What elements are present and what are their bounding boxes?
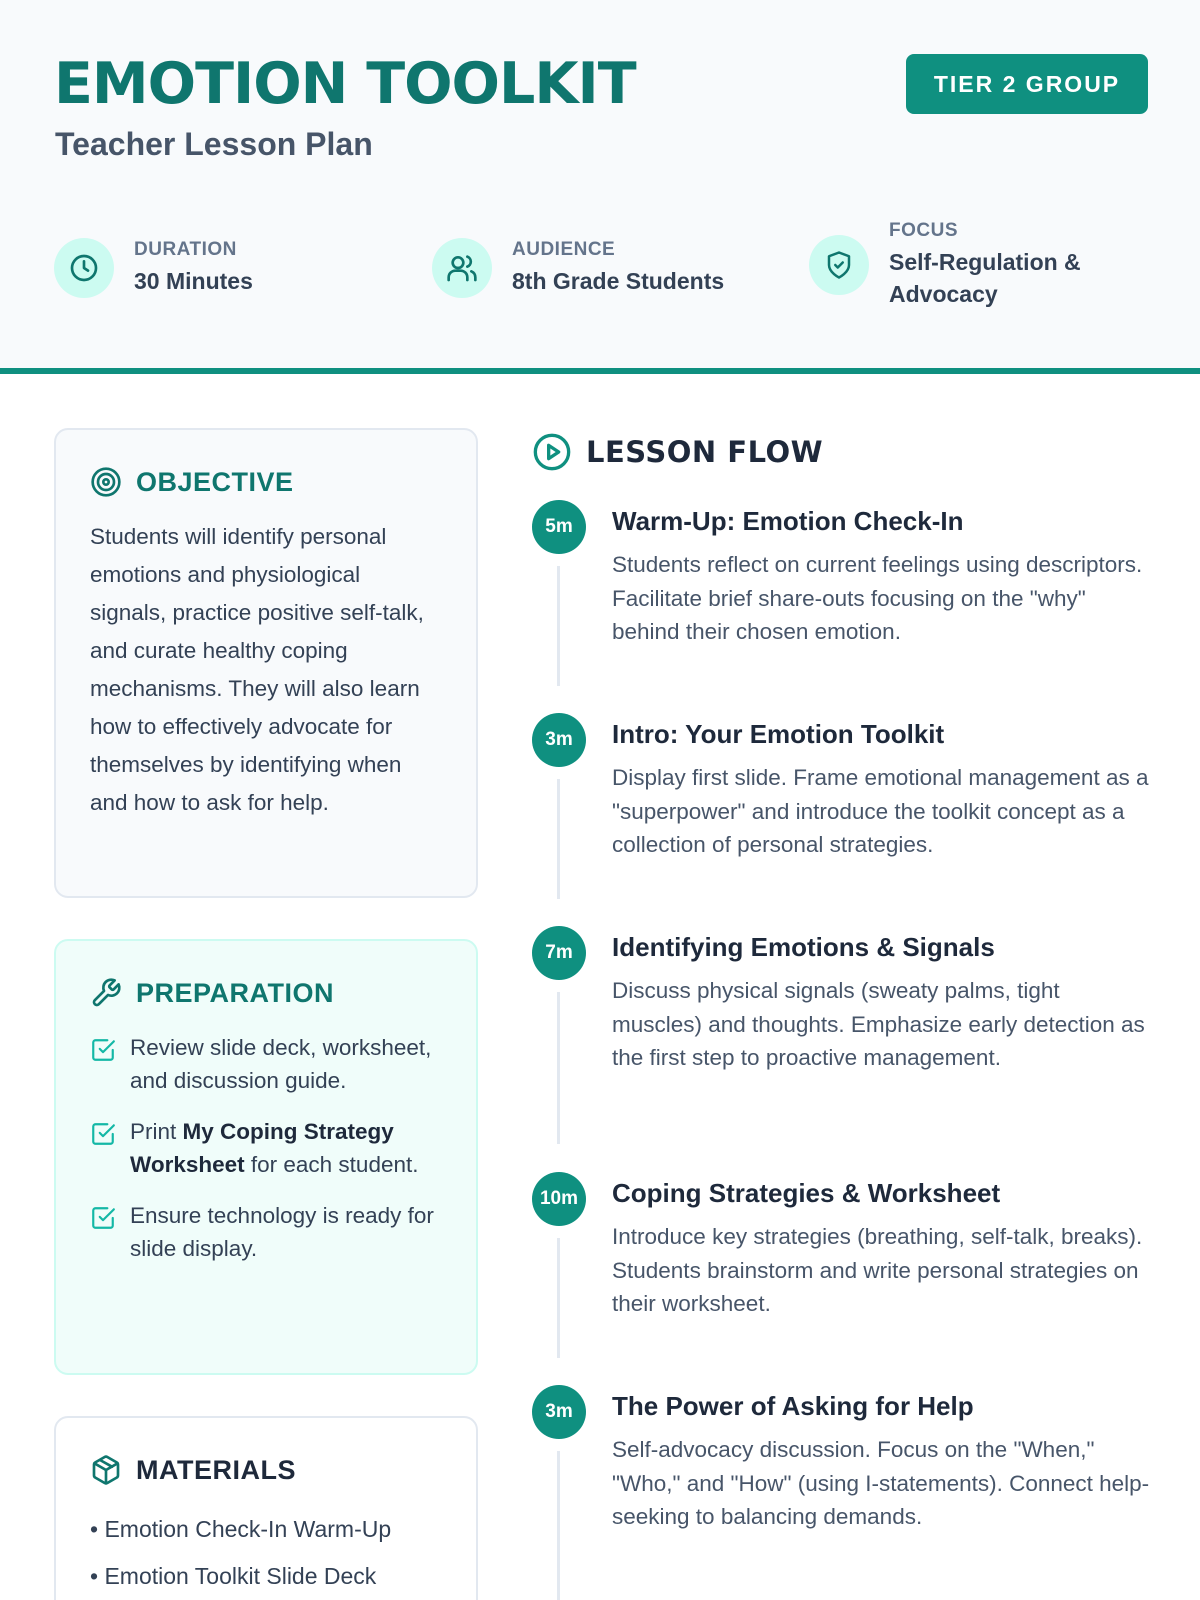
meta-duration [54, 238, 253, 298]
meta-focus [809, 220, 1109, 310]
meta-value: 8th Grade Students [512, 267, 725, 294]
step-title: Coping Strategies & Worksheet [612, 1178, 1001, 1208]
preparation-item [90, 1115, 446, 1181]
preparation-header [90, 977, 476, 1009]
lesson-flow-title: LESSON FLOW [586, 435, 824, 469]
timeline-connector [557, 779, 560, 899]
materials-list [90, 1506, 476, 1600]
worksheet-name: My Coping Strategy Worksheet [130, 1119, 394, 1177]
page-title: EMOTION TOOLKIT [54, 51, 636, 117]
step-title: The Power of Asking for Help [612, 1391, 974, 1421]
step-title: Warm-Up: Emotion Check-In [612, 506, 964, 536]
step-description: Discuss physical signals (sweaty palms, tight muscles) and thoughts. Emphasize early detection as the first step to proactive management. [612, 978, 1145, 1070]
preparation-title: PREPARATION [136, 977, 335, 1008]
preparation-list [90, 1031, 446, 1265]
timeline-connector [557, 1238, 560, 1358]
objective-header [90, 466, 476, 498]
step-description: Students reflect on current feelings using descriptors. Facilitate brief share-outs focusing on the "why" behind their chosen emotion. [612, 552, 1143, 644]
preparation-item-prefix: Print [130, 1119, 183, 1144]
timeline-connector [557, 566, 560, 686]
materials-card [54, 1416, 478, 1600]
tier-badge: TIER 2 GROUP [906, 54, 1148, 114]
objective-text: Students will identify personal emotions and physiological signals, practice positive self-talk, and curate healthy coping mechanisms. They will also learn how to effectively advocate for themselves by identifying when and how to ask for help. [90, 524, 424, 815]
step-title: Identifying Emotions & Signals [612, 932, 995, 962]
preparation-item-text: Review slide deck, worksheet, and discussion guide. [130, 1035, 432, 1093]
box-icon [90, 1454, 122, 1486]
page-subtitle: Teacher Lesson Plan [55, 126, 373, 162]
step-description: Display first slide. Frame emotional management as a "superpower" and introduce the toolkit concept as a collection of personal strategies. [612, 765, 1149, 857]
meta-audience [432, 238, 724, 298]
step-description: Self-advocacy discussion. Focus on the "When," "Who," and "How" (using I-statements). Connect help-seeking to balancing demands. [612, 1437, 1150, 1529]
step-description: Introduce key strategies (breathing, self-talk, breaks). Students brainstorm and write personal strategies on their worksheet. [612, 1224, 1143, 1316]
preparation-item [90, 1031, 446, 1097]
materials-item: • Emotion Toolkit Slide Deck [90, 1563, 377, 1589]
page-header [0, 0, 1200, 374]
meta-value: 30 Minutes [134, 267, 253, 294]
wrench-icon [90, 977, 122, 1009]
checkbox-icon [90, 1205, 116, 1231]
materials-header [90, 1454, 476, 1486]
timeline-connector [557, 992, 560, 1144]
step-duration-badge: 10m [532, 1172, 586, 1226]
users-icon [432, 238, 492, 298]
step-duration-badge: 5m [532, 500, 586, 554]
lesson-flow-header [532, 432, 823, 472]
timeline-connector [557, 1451, 560, 1600]
preparation-card [54, 939, 478, 1375]
meta-label: FOCUS [889, 220, 958, 241]
preparation-item-suffix: for each student. [244, 1152, 419, 1177]
meta-label: AUDIENCE [512, 238, 616, 260]
clock-icon [54, 238, 114, 298]
objective-title: OBJECTIVE [136, 466, 294, 497]
materials-title: MATERIALS [136, 1454, 296, 1485]
preparation-item-text: Ensure technology is ready for slide display. [130, 1203, 434, 1261]
objective-card [54, 428, 478, 898]
checkbox-icon [90, 1037, 116, 1063]
meta-label: DURATION [134, 238, 237, 260]
shield-check-icon [809, 235, 869, 295]
preparation-item [90, 1199, 446, 1265]
target-icon [90, 466, 122, 498]
checkbox-icon [90, 1121, 116, 1147]
meta-value: Self-Regulation & Advocacy [889, 249, 1081, 308]
step-title: Intro: Your Emotion Toolkit [612, 719, 945, 749]
materials-item: • Emotion Check-In Warm-Up [90, 1516, 392, 1542]
step-duration-badge: 3m [532, 713, 586, 767]
step-duration-badge: 7m [532, 926, 586, 980]
play-circle-icon [532, 432, 572, 472]
preparation-item-text [130, 1115, 446, 1181]
step-duration-badge: 3m [532, 1385, 586, 1439]
